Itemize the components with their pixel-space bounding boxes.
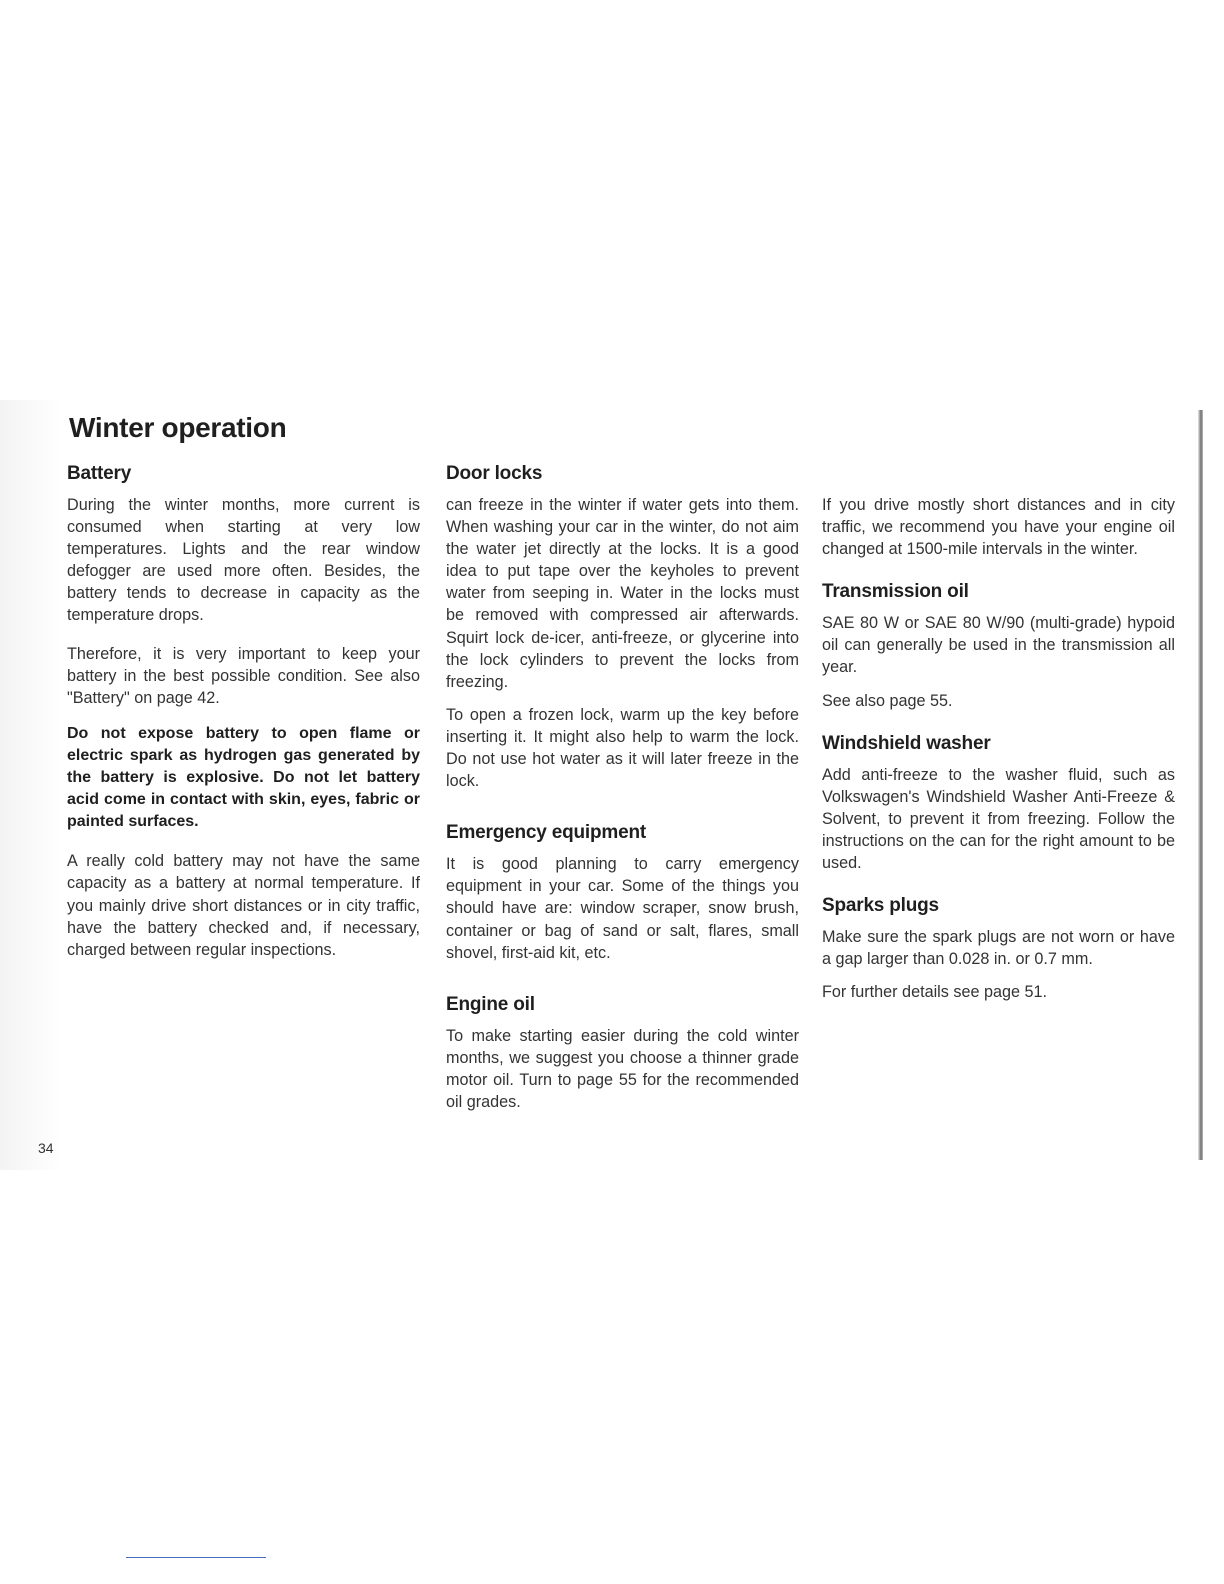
page-left-shadow [0, 400, 60, 1170]
transmission-paragraph-1: SAE 80 W or SAE 80 W/90 (multi-grade) hypoid oil can generally be used in the transmission all year. [822, 614, 1175, 677]
engine-oil-paragraph-1: To make starting easier during the cold winter months, we suggest you choose a thinner grade motor oil. Turn to page 55 for the recommended oil grades. [446, 1026, 799, 1111]
section-heading-engine-oil: Engine oil [446, 993, 535, 1015]
spark-plugs-paragraph-1: Make sure the spark plugs are not worn or have a gap larger than 0.028 in. or 0.7 mm. [822, 928, 1175, 969]
section-heading-battery: Battery [67, 463, 132, 484]
page-number: 34 [38, 1140, 54, 1156]
section-heading-emergency: Emergency equipment [446, 822, 646, 844]
battery-warning: Do not expose battery to open flame or electric spark as hydrogen gas generated by the battery is explosive. Do not let battery acid come in contact with skin, eyes, fabric or painted surfaces. [67, 724, 420, 831]
page-edge [1198, 410, 1203, 1160]
footer-line [126, 1557, 266, 1558]
section-heading-spark-plugs: Sparks plugs [822, 895, 939, 917]
door-locks-paragraph-2: To open a frozen lock, warm up the key before inserting it. It might also help to warm the lock. Do not use hot water as it will later freeze in the lock. [446, 705, 799, 791]
door-locks-paragraph-1: can freeze in the winter if water gets into them. When washing your car in the winter, do not aim the water jet directly at the locks. It is a good idea to put tape over the keyholes to prevent water from seeping in. Water in the locks must be removed with compressed air afterwards. Squirt lock de-icer, anti-freeze, or glycerine into the lock cylinders to prevent the locks from freezing. [446, 496, 799, 691]
section-heading-transmission: Transmission oil [822, 581, 969, 603]
transmission-paragraph-2: See also page 55. [822, 691, 953, 710]
washer-paragraph: Add anti-freeze to the washer fluid, such as Volkswagen's Windshield Washer Anti-Freeze & Solvent, to prevent it from freezing. Follow the instructions on the can for the right amount to be used. [822, 765, 1175, 873]
section-heading-door-locks: Door locks [446, 463, 543, 484]
column-right [822, 494, 1175, 1014]
emergency-paragraph: It is good planning to carry emergency equipment in your car. Some of the things you should have are: window scraper, snow brush, container or bag of sand or salt, flares, small shovel, first-aid kit, etc. [446, 855, 799, 962]
spark-plugs-paragraph-2: For further details see page 51. [822, 983, 1047, 1002]
engine-oil-paragraph-2: If you drive mostly short distances and in city traffic, we recommend you have your engine oil changed at 1500-mile intervals in the winter. [822, 496, 1175, 559]
page-title: Winter operation [69, 412, 287, 443]
column-middle [446, 462, 799, 1124]
section-heading-washer: Windshield washer [822, 732, 991, 754]
battery-paragraph-1: During the winter months, more current is consumed when starting at very low temperatures. Lights and the rear window defogger are used more often. Besides, the battery tends to decrease in capacity as the temperature drops. [67, 496, 420, 625]
column-left [67, 462, 420, 972]
battery-paragraph-3: A really cold battery may not have the same capacity as a battery at normal temperature. If you mainly drive short distances or in city traffic, have the battery checked and, if necessary, charged between regular inspections. [67, 852, 420, 959]
battery-paragraph-2: Therefore, it is very important to keep your battery in the best possible condition. See also "Battery" on page 42. [67, 644, 420, 707]
